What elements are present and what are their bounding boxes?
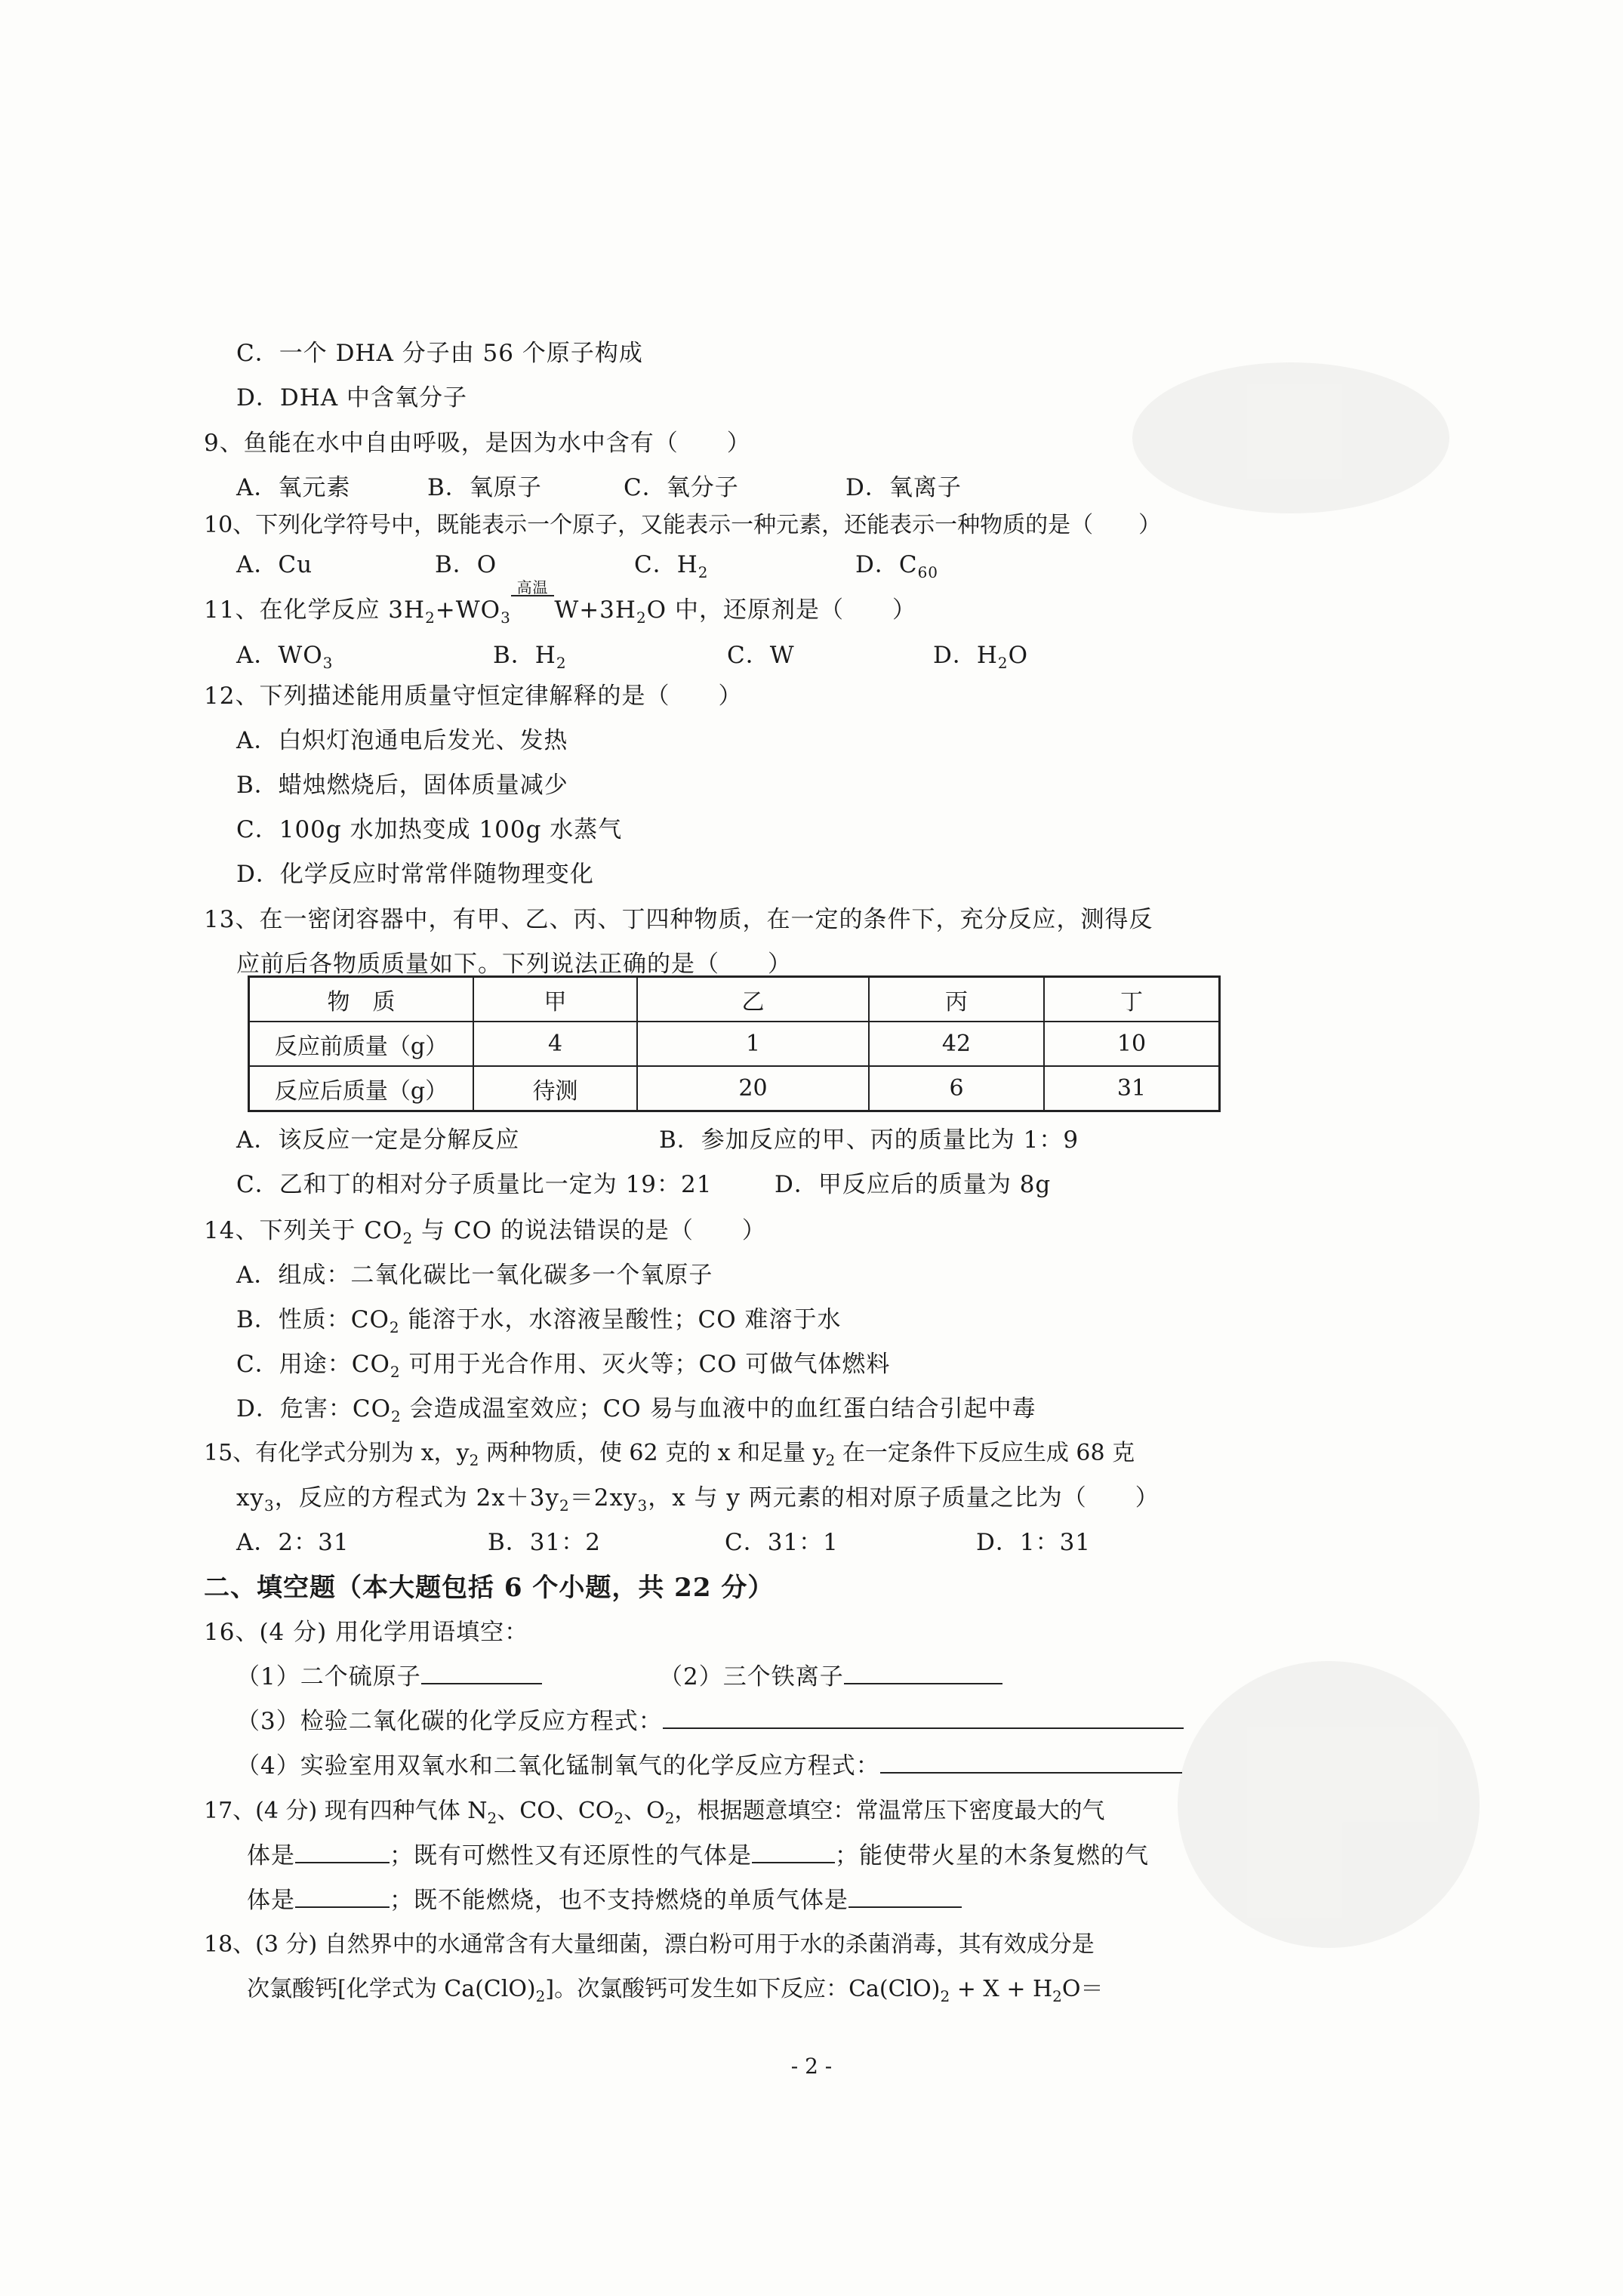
section-2-heading: 二、填空题（本大题包括 6 个小题，共 22 分） (204, 1573, 775, 1603)
table-cell: 物 质 (249, 977, 474, 1022)
option: C．W (727, 642, 795, 669)
scan-smudge (1178, 1661, 1480, 1948)
question-13-cont: 应前后各物质质量如下。下列说法正确的是（ ） (236, 951, 792, 978)
table-cell: 丙 (869, 977, 1044, 1022)
question-17-cont-1: 体是 ；既有可燃性又有还原性的气体是 ；能使带火星的木条复燃的气 (247, 1839, 1149, 1872)
option-a-line: A．组成：二氧化碳比一氧化碳多一个氧原子 (236, 1262, 713, 1289)
mass-table (248, 975, 1221, 1112)
question-17: 17、(4 分) 现有四种气体 $N_2$、CO、$CO_2$、$O_2$，根据题意填空：常温常压下密度最大的气 (204, 1798, 1105, 1827)
question-15-cont: $xy_3$，反应的方程式为 $2x+3y_2=2xy_3$，x 与 y 两元素的相对原子质量之比为（ ） (236, 1484, 1160, 1515)
table-cell: 丁 (1044, 977, 1220, 1022)
table-cell: 6 (869, 1066, 1044, 1111)
question-16: 16、(4 分) 用化学用语填空： (204, 1619, 529, 1646)
option: D．1：31 (976, 1529, 1092, 1556)
answer-blank[interactable] (848, 1884, 962, 1908)
option: A．$WO_3$ (236, 642, 334, 673)
table-row (249, 1022, 1220, 1066)
reaction-arrow: 高温 (511, 593, 555, 627)
question-15-options (236, 1526, 1293, 1559)
table-cell: 反应后质量（g） (249, 1066, 474, 1111)
answer-blank[interactable] (663, 1705, 1184, 1729)
question-12: 12、下列描述能用质量守恒定律解释的是（ ） (204, 683, 743, 710)
option: C．乙和丁的相对分子质量比一定为 19：21 (236, 1171, 713, 1198)
option: D．$C_{60}$ (855, 551, 939, 582)
option: A．2：31 (236, 1529, 350, 1556)
table-cell: 10 (1044, 1022, 1220, 1066)
option: A．Cu (236, 551, 313, 578)
option: A．氧元素 (236, 474, 351, 501)
option: B．O (435, 551, 497, 578)
table-cell: 反应前质量（g） (249, 1022, 474, 1066)
option-c-line: C．用途：$CO_2$ 可用于光合作用、灭火等；CO 可做气体燃料 (236, 1351, 891, 1382)
table-cell: 1 (637, 1022, 869, 1066)
option: A．该反应一定是分解反应 (236, 1126, 520, 1154)
answer-blank[interactable] (295, 1884, 390, 1908)
question-18-cont: 次氯酸钙[化学式为 $Ca(ClO)_2$]。次氯酸钙可发生如下反应：$Ca(ClO)_2 + X + H_2O=$ (247, 1976, 1104, 2005)
table-cell: 待测 (473, 1066, 637, 1111)
option: B．氧原子 (427, 474, 542, 501)
option: B．31：2 (488, 1529, 601, 1556)
table-row (249, 1066, 1220, 1111)
option-d-line: D．DHA 中含氧分子 (236, 384, 467, 411)
page-number: - 2 - (790, 2054, 833, 2079)
question-9-options (236, 471, 1218, 504)
option: C．氧分子 (624, 474, 739, 501)
question-15: 15、有化学式分别为 x，$y_2$ 两种物质，使 62 克的 x 和足量 $y_2$ 在一定条件下反应生成 68 克 (204, 1440, 1135, 1469)
question-10: 10、下列化学符号中，既能表示一个原子，又能表示一种元素，还能表示一种物质的是（ ） (204, 512, 1162, 538)
answer-blank[interactable] (844, 1660, 1002, 1684)
option: B．$H_2$ (493, 642, 567, 673)
option: C．$H_2$ (634, 551, 709, 582)
option: B．参加反应的甲、丙的质量比为 1：9 (659, 1126, 1079, 1154)
option-c-line: C．一个 DHA 分子由 56 个原子构成 (236, 340, 643, 367)
option-d-line: D．化学反应时常常伴随物理变化 (236, 861, 594, 888)
question-11: 11、在化学反应 $3H_2+WO_3$ 高温 $W+3H_2O$ 中，还原剂是（ ） (204, 578, 916, 627)
table-cell: 4 (473, 1022, 637, 1066)
question-16-part-4: （4）实验室用双氧水和二氧化锰制氧气的化学反应方程式： (236, 1749, 1182, 1783)
option-a-line: A．白炽灯泡通电后发光、发热 (236, 727, 568, 754)
question-16-parts-1-2: （1）二个硫原子 （2）三个铁离子 (236, 1660, 1293, 1693)
question-17-cont-2: 体是 ；既不能燃烧，也不支持燃烧的单质气体是 (247, 1884, 962, 1917)
question-18: 18、(3 分) 自然界中的水通常含有大量细菌，漂白粉可用于水的杀菌消毒，其有效成分是 (204, 1931, 1095, 1958)
question-13: 13、在一密闭容器中，有甲、乙、丙、丁四种物质，在一定的条件下，充分反应，测得反 (204, 906, 1153, 933)
option: C．31：1 (725, 1529, 839, 1556)
question-11-options (236, 639, 1218, 672)
question-13-options-ab (236, 1123, 1293, 1157)
question-14: 14、下列关于 $CO_2$ 与 CO 的说法错误的是（ ） (204, 1217, 766, 1248)
answer-blank[interactable] (880, 1749, 1182, 1774)
option-b-line: B．性质：$CO_2$ 能溶于水，水溶液呈酸性；CO 难溶于水 (236, 1306, 842, 1337)
option-d-line: D．危害：$CO_2$ 会造成温室效应；CO 易与血液中的血红蛋白结合引起中毒 (236, 1395, 1036, 1426)
question-9: 9、鱼能在水中自由呼吸，是因为水中含有（ ） (204, 430, 751, 457)
option: D．$H_2O$ (933, 642, 1029, 673)
answer-blank[interactable] (295, 1839, 390, 1863)
option-c-line: C．100g 水加热变成 100g 水蒸气 (236, 816, 623, 843)
option: D．氧离子 (845, 474, 962, 501)
question-10-options (236, 548, 1218, 581)
table-cell: 20 (637, 1066, 869, 1111)
table-header-row (249, 977, 1220, 1022)
question-16-part-3: （3）检验二氧化碳的化学反应方程式： (236, 1705, 1184, 1738)
question-13-options-cd (236, 1168, 1293, 1201)
table-cell: 42 (869, 1022, 1044, 1066)
answer-blank[interactable] (421, 1660, 542, 1684)
option: D．甲反应后的质量为 8g (775, 1171, 1052, 1198)
table-cell: 31 (1044, 1066, 1220, 1111)
table-cell: 甲 (473, 977, 637, 1022)
table-cell: 乙 (637, 977, 869, 1022)
answer-blank[interactable] (752, 1839, 835, 1863)
option-b-line: B．蜡烛燃烧后，固体质量减少 (236, 772, 568, 799)
